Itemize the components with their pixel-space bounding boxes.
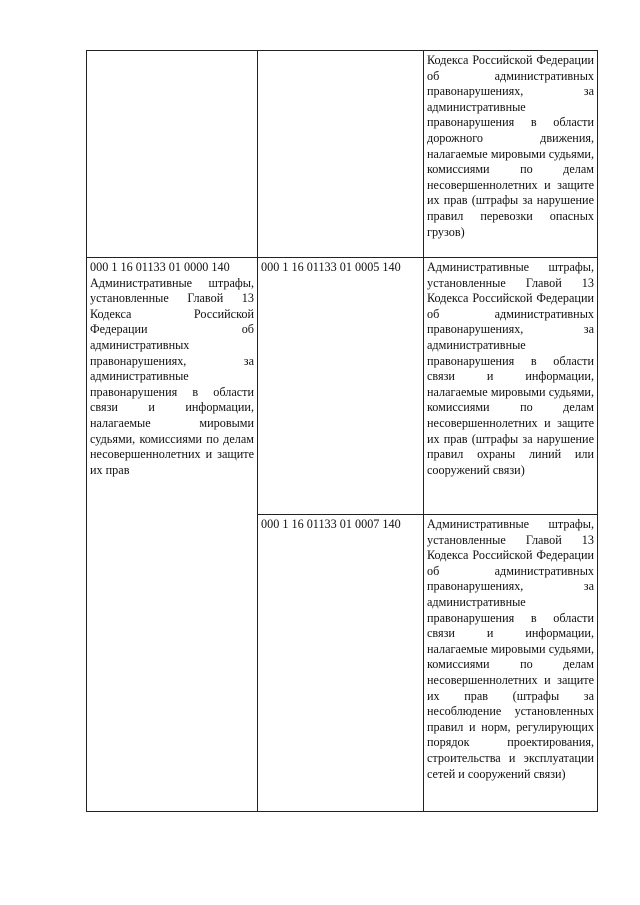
- row1-description-cell: Кодекса Российской Федерации об административных правонарушениях, за административные правонарушения в области дорожного движения, налагаемые мировыми судьями, комиссиями по делам несовершеннолетних и защите их прав (штрафы за нарушение правил перевозки опасных грузов): [424, 51, 598, 258]
- row2-description-cell: Административные штрафы, установленные Главой 13 Кодекса Российской Федерации об административных правонарушениях, за административные правонарушения в области связи и информации, налагаемые мировыми судьями, комиссиями по делам несовершеннолетних и защите их прав (штрафы за нарушение правил охраны линий или сооружений связи): [424, 258, 598, 515]
- row2-col1-cell: [87, 258, 258, 812]
- row1-col1-cell: [87, 51, 258, 258]
- row2-code-text: 000 1 16 01133 01 0005 140: [261, 260, 401, 274]
- table-row: [87, 51, 598, 258]
- row2-col1-code: 000 1 16 01133 01 0000 140: [90, 260, 230, 274]
- row2-col2-code: [258, 258, 424, 515]
- row3-code-text: 000 1 16 01133 01 0007 140: [261, 517, 401, 531]
- row3-description-cell: Административные штрафы, установленные Главой 13 Кодекса Российской Федерации об административных правонарушениях, за административные правонарушения в области связи и информации, налагаемые мировыми судьями, комиссиями по делам несовершеннолетних и защите их прав (штрафы за несоблюдение установленных правил и норм, регулирующих порядок проектирования, строительства и эксплуатации сетей и сооружений связи): [424, 515, 598, 812]
- row3-col2-code: [258, 515, 424, 812]
- fines-table: [86, 50, 598, 812]
- table-row: [87, 258, 598, 515]
- row2-col1-description: Административные штрафы, установленные Главой 13 Кодекса Российской Федерации об административных правонарушениях, за административные правонарушения в области связи и информации, налагаемые мировыми судьями, комиссиями по делам несовершеннолетних и защите их прав: [90, 275, 254, 477]
- row1-col2-cell: [258, 51, 424, 258]
